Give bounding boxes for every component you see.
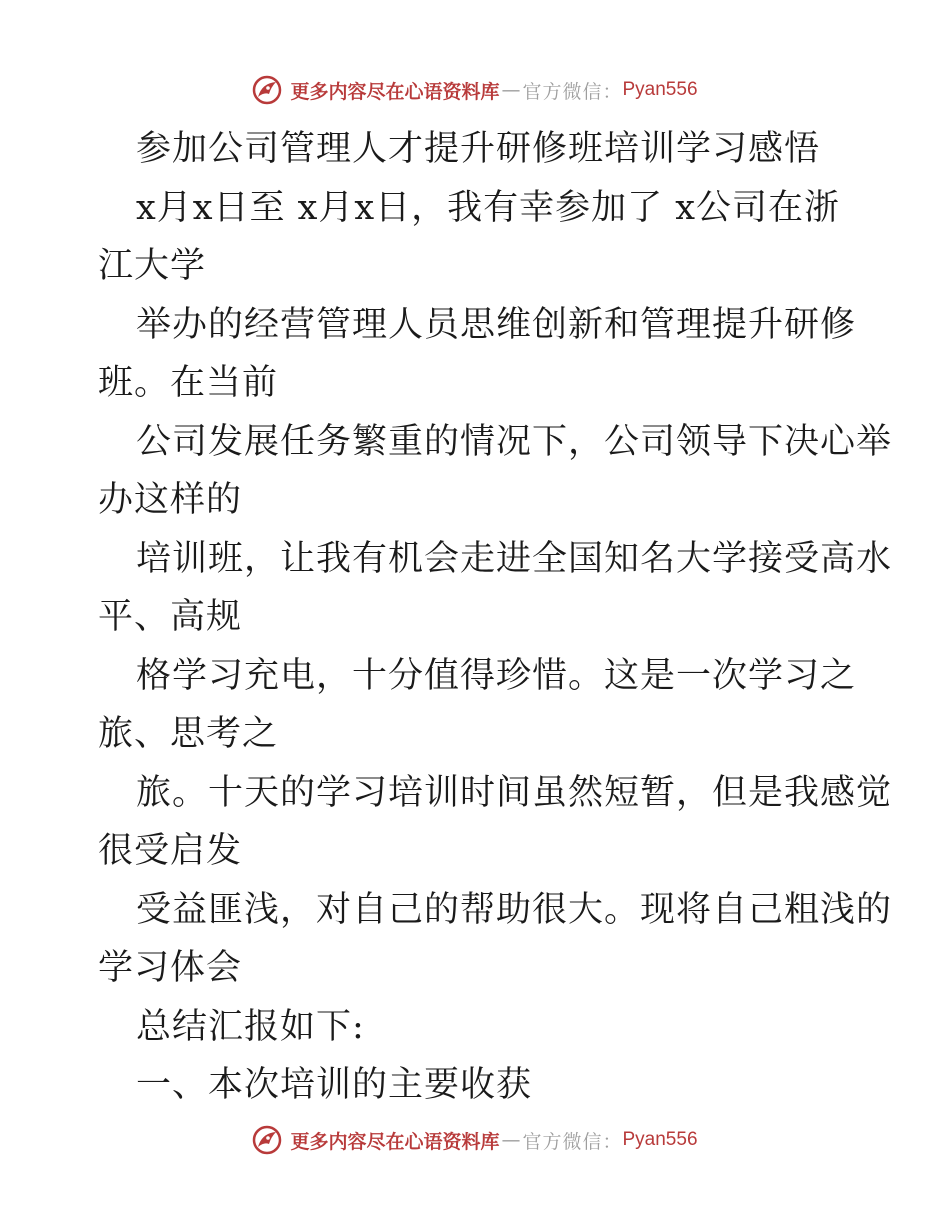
- watermark-wechat-id: Pyan556: [622, 1129, 698, 1150]
- paragraph-line: 一、本次培训的主要收获: [136, 1065, 533, 1105]
- watermark-text: 更多内容尽在心语资料库: [290, 1130, 500, 1153]
- paragraph-line: 公司发展任务繁重的情况下，公司领导下决心举: [136, 421, 893, 462]
- paragraph-line: 办这样的: [98, 480, 243, 520]
- paragraph-line: 培训班，让我有机会走进全国知名大学接受高水: [136, 538, 893, 579]
- document-body: [98, 120, 893, 1115]
- paragraph-line: 学习体会: [98, 948, 243, 988]
- paragraph-line: 班。在当前: [98, 363, 279, 403]
- paragraph-line: 江大学: [98, 246, 207, 286]
- footer-watermark: [0, 1120, 950, 1160]
- header-watermark: [0, 70, 950, 110]
- paragraph-line: 受益匪浅，对自己的帮助很大。现将自己粗浅的: [136, 889, 893, 930]
- paragraph-line: 格学习充电，十分值得珍惜。这是一次学习之: [136, 655, 857, 696]
- watermark-wechat-label: 官方微信：: [522, 1130, 623, 1153]
- watermark-wechat-label: 官方微信：: [522, 80, 623, 103]
- paragraph-line: 总结汇报如下:: [136, 1006, 365, 1047]
- watermark-separator: —: [501, 79, 521, 101]
- document-title: 参加公司管理人才提升研修班培训学习感悟: [136, 129, 821, 169]
- watermark-separator: —: [501, 1129, 521, 1151]
- watermark-text: 更多内容尽在心语资料库: [290, 80, 500, 103]
- watermark-wechat-id: Pyan556: [622, 79, 698, 100]
- pen-nib-logo-icon: [252, 75, 282, 105]
- paragraph-line: 旅。十天的学习培训时间虽然短暂，但是我感觉: [136, 772, 893, 813]
- paragraph-line: x月x日至 x月x日，我有幸参加了 x公司在浙: [136, 187, 840, 228]
- pen-nib-logo-icon: [252, 1125, 282, 1155]
- paragraph-line: 举办的经营管理人员思维创新和管理提升研修: [136, 304, 857, 345]
- paragraph-line: 很受启发: [98, 831, 243, 871]
- paragraph-line: 旅、思考之: [98, 714, 279, 754]
- paragraph-line: 平、高规: [98, 597, 243, 637]
